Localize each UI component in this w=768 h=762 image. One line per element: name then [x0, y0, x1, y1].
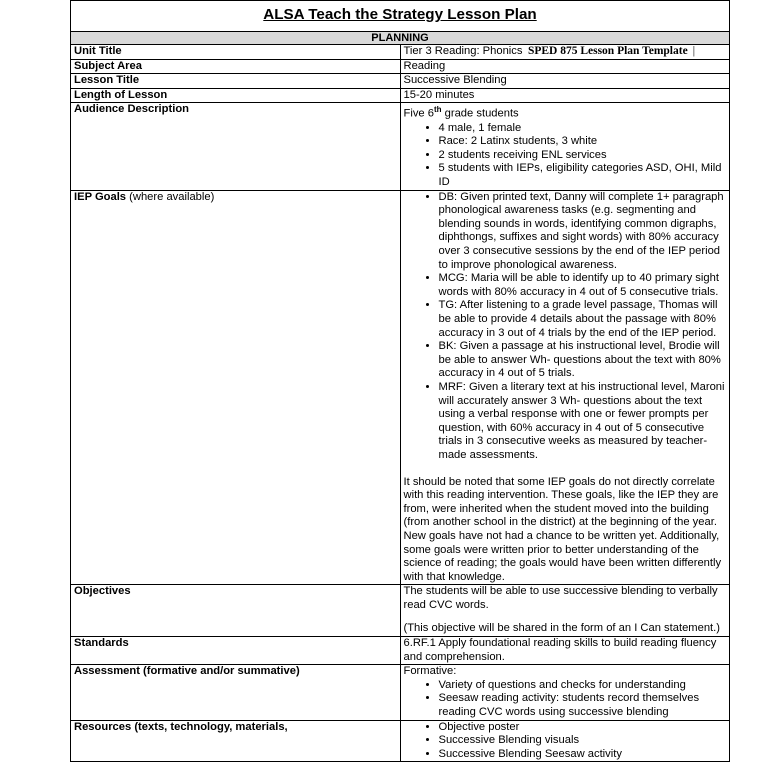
list-item: • Successive Blending Seesaw activity	[439, 748, 727, 762]
list-item: • DB: Given printed text, Danny will complete 1+ paragraph phonological awareness tasks (e.g. segmenting and blending sounds in words, identifying common digraphs, diphthongs, suffixes and sight words) with 80% accuracy over 3 consecutive sessions by the end of the IEP period to improve phonological awareness.	[439, 191, 727, 273]
standards-value: 6.RF.1 Apply foundational reading skills to build reading fluency and comprehension.	[400, 637, 730, 665]
title-row	[71, 1, 730, 32]
lesson-title-row	[71, 74, 730, 89]
lesson-plan-page	[70, 0, 730, 760]
objectives-cell	[400, 585, 730, 637]
subject-area-row	[71, 59, 730, 74]
length-row	[71, 88, 730, 103]
subject-area-label: Subject Area	[71, 59, 401, 74]
list-item: • Objective poster	[439, 721, 727, 735]
title-cell	[71, 1, 730, 32]
list-item: • TG: After listening to a grade level passage, Thomas will be able to provide 4 details about the passage with 80% accuracy in 3 out of 4 trials by the end of the IEP period.	[439, 299, 727, 340]
list-item: • Variety of questions and checks for understanding	[439, 679, 727, 693]
lesson-title-value: Successive Blending	[400, 74, 730, 89]
audience-intro	[404, 103, 727, 121]
assessment-row	[71, 665, 730, 720]
iep-goals-row	[71, 190, 730, 585]
template-name: SPED 875 Lesson Plan Template	[527, 45, 688, 57]
unit-title-row	[71, 45, 730, 60]
resources-list	[404, 721, 727, 762]
iep-goals-label	[71, 190, 401, 585]
section-heading: PLANNING	[71, 32, 730, 45]
objectives-row	[71, 585, 730, 637]
assessment-intro: Formative:	[403, 665, 457, 678]
audience-intro-post: grade students	[441, 108, 519, 121]
audience-cell	[400, 103, 730, 190]
spacer	[404, 463, 727, 476]
audience-intro-pre: Five 6	[403, 108, 434, 121]
template-header	[528, 45, 695, 59]
list-item: • MCG: Maria will be able to identify up to 40 primary sight words with 80% accuracy in 4 out of 5 consecutive trials.	[439, 272, 727, 299]
assessment-cell	[400, 665, 730, 720]
length-label: Length of Lesson	[71, 88, 401, 103]
list-item: • MRF: Given a literary text at his instructional level, Maroni will accurately answer 3 Wh- questions about the text using a verbal response with one or fewer prompts per question, with 60% accuracy in 4 out of 5 consecutive trials in 3 consecutive weeks as measured by teacher-made assessments.	[439, 381, 727, 463]
list-item: • Successive Blending visuals	[439, 734, 727, 748]
text-cursor: |	[692, 45, 695, 57]
assessment-list	[404, 679, 727, 720]
resources-cell	[400, 720, 730, 762]
iep-goals-cell	[400, 190, 730, 585]
assessment-label: Assessment (formative and/or summative)	[71, 665, 401, 720]
audience-row	[71, 103, 730, 190]
unit-title-label: Unit Title	[71, 45, 401, 60]
list-item: • Race: 2 Latinx students, 3 white	[439, 135, 727, 149]
spacer	[404, 612, 727, 622]
resources-row	[71, 720, 730, 762]
standards-label: Standards	[71, 637, 401, 665]
objectives-label: Objectives	[71, 585, 401, 637]
objective-note: (This objective will be shared in the form of an I Can statement.)	[403, 622, 721, 635]
list-item: • 2 students receiving ENL services	[439, 149, 727, 163]
section-row	[71, 32, 730, 45]
iep-note: It should be noted that some IEP goals do not directly correlate with this reading intervention. These goals, like the IEP they are from, were inherited when the student moved into the building (from another school in the district) at the beginning of the year. New goals have not had a chance to be written yet. Additionally, some goals were written prior to better understanding of the science of reading; the goals would have been written differently with that knowledge.	[403, 475, 722, 583]
document-title: ALSA Teach the Strategy Lesson Plan	[263, 6, 537, 24]
audience-label: Audience Description	[71, 103, 401, 190]
unit-title-cell	[400, 45, 730, 60]
resources-label: Resources (texts, technology, materials,	[71, 720, 401, 762]
list-item: • 4 male, 1 female	[439, 122, 727, 136]
length-value: 15-20 minutes	[400, 88, 730, 103]
audience-list	[404, 122, 727, 190]
lesson-title-label: Lesson Title	[71, 74, 401, 89]
standards-row	[71, 637, 730, 665]
subject-area-value: Reading	[400, 59, 730, 74]
list-item: • Seesaw reading activity: students record themselves reading CVC words using successive blending	[439, 692, 727, 719]
iep-goals-list	[404, 191, 727, 463]
audience-intro-sup: th	[433, 105, 442, 115]
iep-goals-label-text: IEP Goals	[74, 190, 127, 203]
objective-text: The students will be able to use successive blending to verbally read CVC words.	[403, 585, 718, 611]
unit-title-value: Tier 3 Reading: Phonics	[403, 45, 523, 57]
list-item: • BK: Given a passage at his instructional level, Brodie will be able to answer Wh- questions about the text with 80% accuracy in 4 out of 5 trials.	[439, 340, 727, 381]
iep-goals-label-note: (where available)	[126, 190, 215, 203]
lesson-plan-table	[70, 0, 730, 762]
list-item: • 5 students with IEPs, eligibility categories ASD, OHI, Mild ID	[439, 162, 727, 189]
